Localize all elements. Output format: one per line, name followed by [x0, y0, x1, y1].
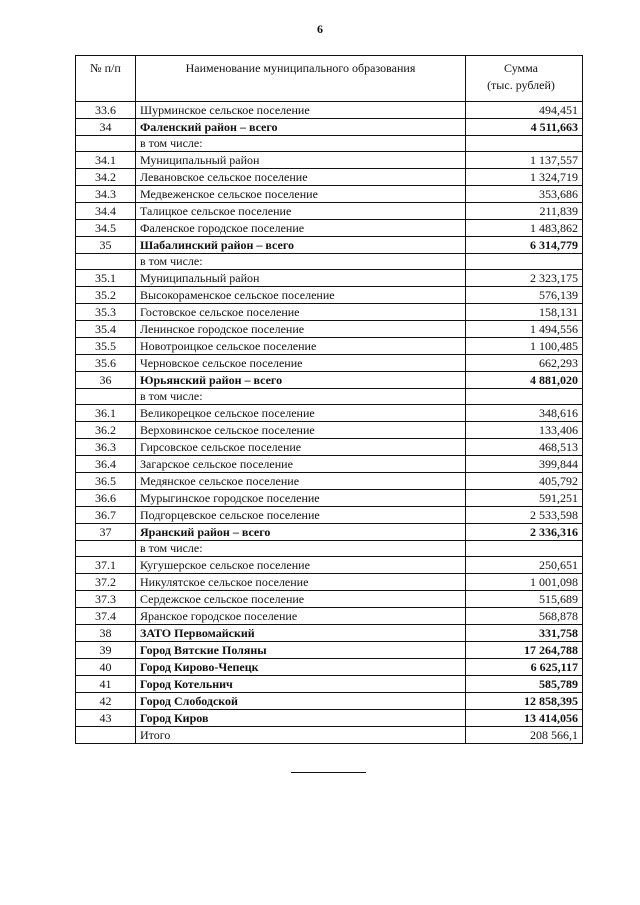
row-number: 33.6	[76, 102, 136, 119]
row-name: в том числе:	[136, 254, 466, 270]
row-value	[466, 541, 583, 557]
row-name: Ленинское городское поселение	[136, 321, 466, 338]
row-value: 1 100,485	[466, 338, 583, 355]
row-number: 39	[76, 642, 136, 659]
row-name: Гирсовское сельское поселение	[136, 439, 466, 456]
table-row	[76, 136, 583, 152]
row-number: 35.2	[76, 287, 136, 304]
row-name: Кугушерское сельское поселение	[136, 557, 466, 574]
table-row	[76, 456, 583, 473]
table-row	[76, 405, 583, 422]
row-name: Новотроицкое сельское поселение	[136, 338, 466, 355]
row-name: Шурминское сельское поселение	[136, 102, 466, 119]
table-row	[76, 389, 583, 405]
row-name: Медвеженское сельское поселение	[136, 186, 466, 203]
row-number: 34.3	[76, 186, 136, 203]
row-name: Черновское сельское поселение	[136, 355, 466, 372]
table-row	[76, 473, 583, 490]
row-value: 158,131	[466, 304, 583, 321]
row-number: 40	[76, 659, 136, 676]
separator-line	[291, 772, 366, 773]
row-number: 37.1	[76, 557, 136, 574]
table-row	[76, 237, 583, 254]
row-value: 405,792	[466, 473, 583, 490]
row-number: 34.2	[76, 169, 136, 186]
row-value: 515,689	[466, 591, 583, 608]
row-name: Шабалинский район – всего	[136, 237, 466, 254]
row-name: Фаленское городское поселение	[136, 220, 466, 237]
row-name: в том числе:	[136, 136, 466, 152]
row-value: 591,251	[466, 490, 583, 507]
table-row	[76, 574, 583, 591]
table-row	[76, 676, 583, 693]
row-number: 34.4	[76, 203, 136, 220]
table-row	[76, 608, 583, 625]
row-number: 37.2	[76, 574, 136, 591]
row-name: ЗАТО Первомайский	[136, 625, 466, 642]
row-number: 36.1	[76, 405, 136, 422]
row-name: Город Киров	[136, 710, 466, 727]
header-num: № п/п	[76, 56, 136, 102]
row-number: 35.6	[76, 355, 136, 372]
row-name: в том числе:	[136, 541, 466, 557]
row-number	[76, 541, 136, 557]
row-name: Итого	[136, 727, 466, 744]
row-number: 36.5	[76, 473, 136, 490]
row-name: Город Котельнич	[136, 676, 466, 693]
row-number: 36.3	[76, 439, 136, 456]
table-header	[76, 56, 583, 102]
table-row	[76, 524, 583, 541]
row-value: 133,406	[466, 422, 583, 439]
row-name: Город Вятские Поляны	[136, 642, 466, 659]
table-row	[76, 270, 583, 287]
row-value: 1 001,098	[466, 574, 583, 591]
table-body	[76, 102, 583, 744]
table-row	[76, 321, 583, 338]
row-value: 6 314,779	[466, 237, 583, 254]
row-value: 348,616	[466, 405, 583, 422]
table-row	[76, 439, 583, 456]
row-value	[466, 389, 583, 405]
header-name: Наименование муниципального образования	[136, 56, 466, 102]
row-name: Никулятское сельское поселение	[136, 574, 466, 591]
row-value: 494,451	[466, 102, 583, 119]
row-number: 34.1	[76, 152, 136, 169]
row-name: в том числе:	[136, 389, 466, 405]
row-value: 468,513	[466, 439, 583, 456]
table-row	[76, 169, 583, 186]
row-name: Муниципальный район	[136, 270, 466, 287]
table-row	[76, 254, 583, 270]
row-number	[76, 254, 136, 270]
row-name: Юрьянский район – всего	[136, 372, 466, 389]
table-row	[76, 102, 583, 119]
row-number: 36.4	[76, 456, 136, 473]
row-value: 585,789	[466, 676, 583, 693]
row-number: 38	[76, 625, 136, 642]
header-sum	[466, 56, 583, 102]
row-name: Загарское сельское поселение	[136, 456, 466, 473]
table-row	[76, 422, 583, 439]
row-value: 17 264,788	[466, 642, 583, 659]
row-value	[466, 254, 583, 270]
row-name: Великорецкое сельское поселение	[136, 405, 466, 422]
header-sum-unit: (тыс. рублей)	[487, 78, 555, 92]
row-number: 35.1	[76, 270, 136, 287]
row-number: 35.4	[76, 321, 136, 338]
row-number: 36.6	[76, 490, 136, 507]
row-value: 6 625,117	[466, 659, 583, 676]
row-name: Левановское сельское поселение	[136, 169, 466, 186]
row-name: Яранский район – всего	[136, 524, 466, 541]
row-value: 13 414,056	[466, 710, 583, 727]
row-number: 36	[76, 372, 136, 389]
row-number	[76, 727, 136, 744]
row-name: Верховинское сельское поселение	[136, 422, 466, 439]
row-value: 250,651	[466, 557, 583, 574]
row-name: Яранское городское поселение	[136, 608, 466, 625]
row-number: 37	[76, 524, 136, 541]
row-value: 1 494,556	[466, 321, 583, 338]
table-row	[76, 727, 583, 744]
table-row	[76, 152, 583, 169]
table-row	[76, 220, 583, 237]
row-name: Сердежское сельское поселение	[136, 591, 466, 608]
row-value: 2 323,175	[466, 270, 583, 287]
table-row	[76, 372, 583, 389]
table-row	[76, 119, 583, 136]
table-row	[76, 338, 583, 355]
table-row	[76, 507, 583, 524]
row-number: 35.3	[76, 304, 136, 321]
row-name: Подгорцевское сельское поселение	[136, 507, 466, 524]
row-value: 568,878	[466, 608, 583, 625]
row-value: 2 336,316	[466, 524, 583, 541]
allocation-table	[75, 55, 583, 744]
header-row	[76, 56, 583, 102]
row-number: 36.2	[76, 422, 136, 439]
row-value: 331,758	[466, 625, 583, 642]
row-number: 35.5	[76, 338, 136, 355]
row-number: 42	[76, 693, 136, 710]
row-number	[76, 389, 136, 405]
row-name: Высокораменское сельское поселение	[136, 287, 466, 304]
table-row	[76, 355, 583, 372]
row-number: 37.4	[76, 608, 136, 625]
table-row	[76, 659, 583, 676]
row-name: Медянское сельское поселение	[136, 473, 466, 490]
row-value: 4 881,020	[466, 372, 583, 389]
row-value: 211,839	[466, 203, 583, 220]
row-number: 43	[76, 710, 136, 727]
row-number: 35	[76, 237, 136, 254]
table-row	[76, 625, 583, 642]
row-value: 1 483,862	[466, 220, 583, 237]
row-value: 662,293	[466, 355, 583, 372]
row-value	[466, 136, 583, 152]
table-row	[76, 186, 583, 203]
row-value: 1 324,719	[466, 169, 583, 186]
row-name: Муниципальный район	[136, 152, 466, 169]
table-row	[76, 642, 583, 659]
row-name: Город Кирово-Чепецк	[136, 659, 466, 676]
row-value: 12 858,395	[466, 693, 583, 710]
table-row	[76, 203, 583, 220]
row-number: 36.7	[76, 507, 136, 524]
table-row	[76, 693, 583, 710]
row-value: 1 137,557	[466, 152, 583, 169]
row-name: Талицкое сельское поселение	[136, 203, 466, 220]
table-row	[76, 304, 583, 321]
page-number: 6	[317, 22, 323, 36]
row-number: 41	[76, 676, 136, 693]
row-name: Фаленский район – всего	[136, 119, 466, 136]
table-row	[76, 557, 583, 574]
row-name: Город Слободской	[136, 693, 466, 710]
row-number: 37.3	[76, 591, 136, 608]
header-sum-title: Сумма	[504, 61, 538, 75]
row-number: 34	[76, 119, 136, 136]
row-number	[76, 136, 136, 152]
row-number: 34.5	[76, 220, 136, 237]
row-value: 576,139	[466, 287, 583, 304]
row-value: 2 533,598	[466, 507, 583, 524]
row-value: 399,844	[466, 456, 583, 473]
row-name: Мурыгинское городское поселение	[136, 490, 466, 507]
table-row	[76, 591, 583, 608]
table-row	[76, 287, 583, 304]
table-row	[76, 541, 583, 557]
table-row	[76, 710, 583, 727]
row-value: 208 566,1	[466, 727, 583, 744]
row-value: 4 511,663	[466, 119, 583, 136]
table-row	[76, 490, 583, 507]
row-value: 353,686	[466, 186, 583, 203]
row-name: Гостовское сельское поселение	[136, 304, 466, 321]
